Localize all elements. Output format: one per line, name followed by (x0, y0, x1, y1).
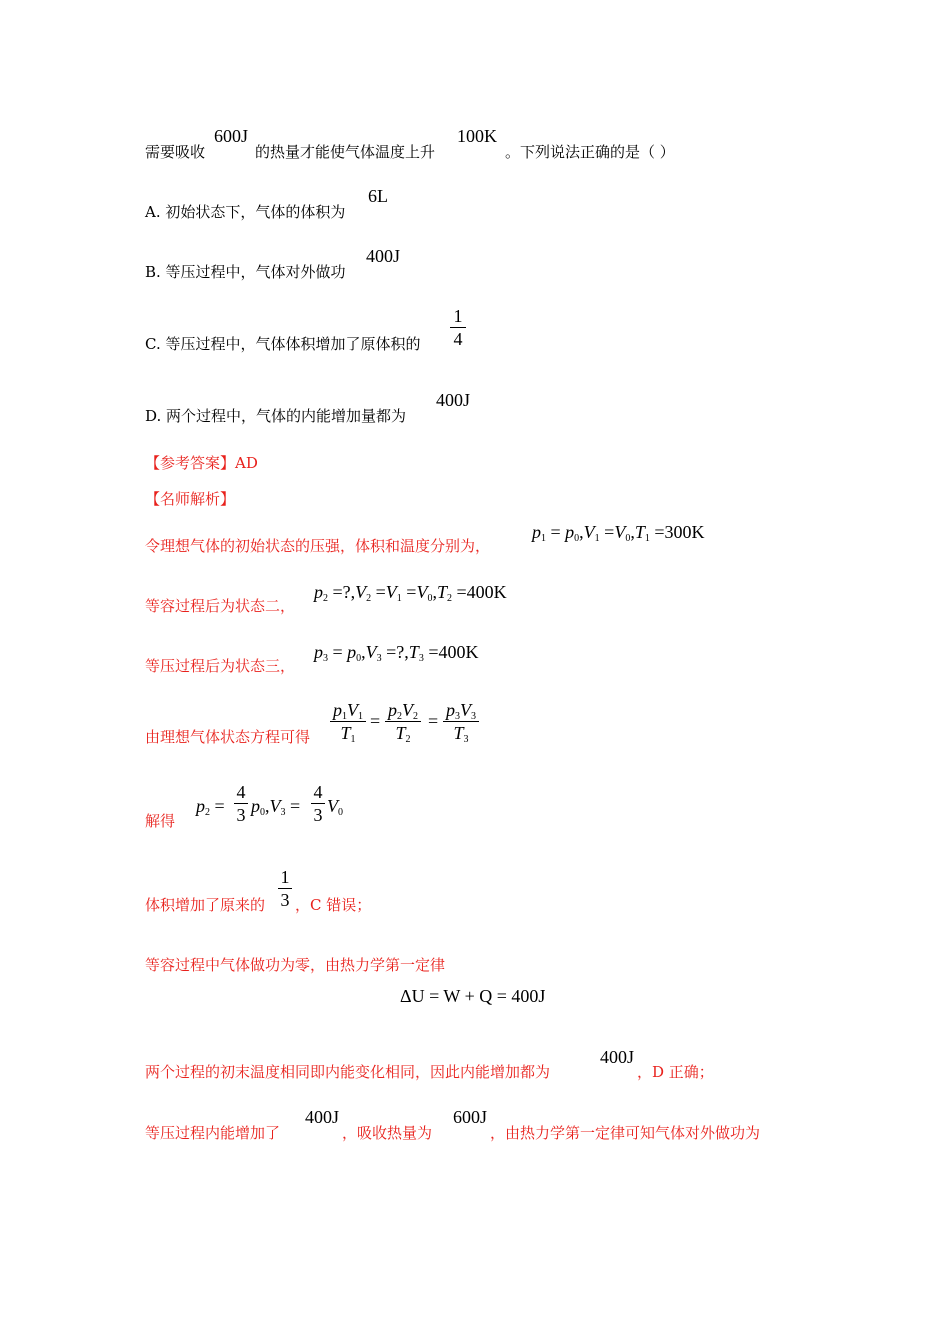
option-c-numerator: 1 (453, 306, 463, 326)
four-thirds-a: 4 3 (234, 782, 248, 825)
option-b-text: B. 等压过程中，气体对外做功 (145, 263, 346, 281)
analysis-line-9b: ，吸收热量为 (342, 1124, 433, 1142)
option-a-text: A. 初始状态下，气体的体积为 (145, 203, 346, 221)
option-c-fraction (450, 306, 466, 349)
analysis-line-4: 由理想气体状态方程可得 (145, 728, 311, 746)
one-third-numerator: 1 (280, 867, 290, 887)
state-two-temp: =400K (456, 582, 507, 602)
analysis-line-5: 解得 (145, 812, 176, 830)
p2-symbol: $p_2$ = (196, 796, 225, 818)
state-three-equation: $p_3 = p_0,V_3$ $=?,T_3 =400K$ (314, 642, 479, 664)
internal-energy-value: 400J (600, 1047, 635, 1067)
option-c-text: C. 等压过程中，气体体积增加了原体积的 (145, 335, 421, 353)
p0-v3-symbol: $p_0,V_3$ = (251, 796, 301, 818)
analysis-label: 【名师解析】 (145, 490, 236, 508)
analysis-line-3: 等压过程后为状态三， (145, 657, 296, 675)
one-third-fraction (278, 867, 292, 910)
analysis-line-2: 等容过程后为状态二， (145, 597, 296, 615)
heat-value: 600J (214, 126, 249, 146)
one-third-denominator: 3 (280, 890, 290, 910)
fraction-bar (450, 327, 466, 328)
first-law-equation: ΔU = W + Q = 400J (400, 986, 546, 1006)
four-thirds-b: 4 3 (311, 782, 325, 825)
analysis-line-7: 等容过程中气体做功为零，由热力学第一定律 (145, 956, 446, 974)
analysis-line-9a: 等压过程内能增加了 (145, 1124, 281, 1142)
option-a-value: 6L (368, 186, 388, 206)
analysis-line-8: 两个过程的初末温度相同即内能变化相同，因此内能增加都为 (145, 1063, 551, 1081)
ratio-2: $p_2V_2$ $T_2$ (385, 700, 421, 743)
state-one-temp: =300K (654, 522, 705, 542)
option-d-value: 400J (436, 390, 471, 410)
question-intro-c: 。下列说法正确的是（ ） (505, 143, 675, 161)
option-c-denominator: 4 (453, 329, 463, 349)
analysis-line-9c: ，由热力学第一定律可知气体对外做功为 (490, 1124, 761, 1142)
analysis-line-1: 令理想气体的初始状态的压强，体积和温度分别为， (145, 537, 491, 555)
equals-sign: = (370, 711, 381, 731)
ratio-1: $p_1V_1$ $T_1$ (330, 700, 366, 743)
state-one-equation: $p_1 = p_0,V_1 =V_0,T_1 =300K$ (532, 522, 705, 544)
analysis-line-6: 体积增加了原来的 (145, 896, 266, 914)
question-intro-b: 的热量才能使气体温度上升 (255, 143, 436, 161)
absorbed-heat-value: 600J (453, 1107, 488, 1127)
equals-sign: = (428, 711, 439, 731)
analysis-line-6-tail: ，C 错误； (295, 896, 372, 914)
ratio-3: $p_3V_3$ $T_3$ (443, 700, 479, 743)
analysis-line-8-tail: ，D 正确； (637, 1063, 714, 1081)
state-three-temp: =400K (428, 642, 479, 662)
answer-label: 【参考答案】AD (145, 454, 258, 472)
increase-value: 400J (305, 1107, 340, 1127)
option-b-value: 400J (366, 246, 401, 266)
temp-rise-value: 100K (457, 126, 497, 146)
option-d-text: D. 两个过程中，气体的内能增加量都为 (145, 407, 407, 425)
question-intro-a: 需要吸收 (145, 143, 206, 161)
state-two-equation: $p_2$ $=?,V_2 =V_1 =V_0,T_2 =400K$ (314, 582, 507, 604)
v0-symbol: $V_0$ (327, 796, 343, 818)
